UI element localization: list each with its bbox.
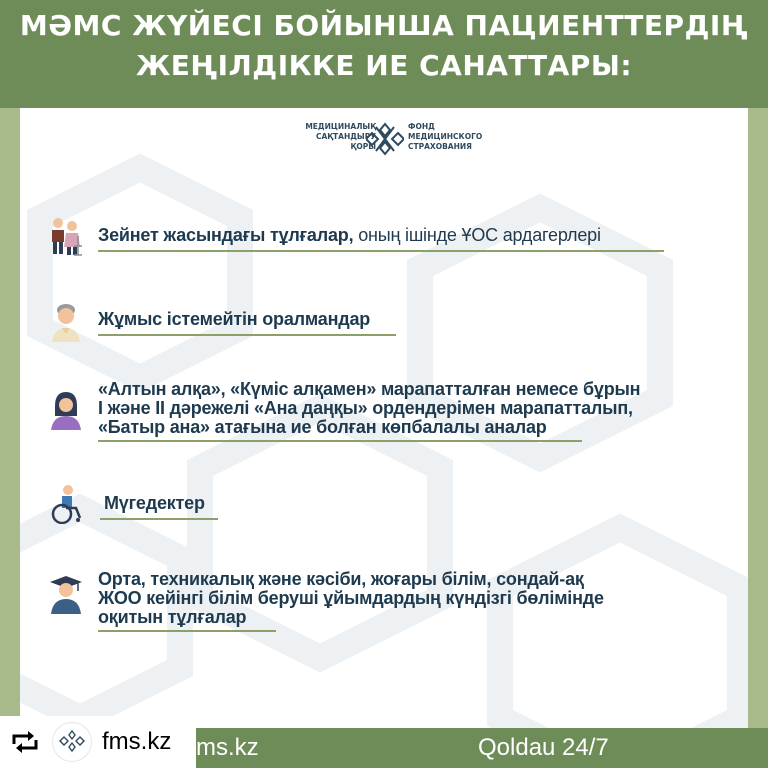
- category-text: Зейнет жасындағы тұлғалар, оның ішінде ҰОС ардагерлері: [98, 225, 601, 245]
- repost-account-name[interactable]: fms.kz: [102, 728, 172, 755]
- category-text-line-1: «Алтын алқа», «Күміс алқамен» марапатталған немесе бұрын: [98, 379, 641, 399]
- fund-logo: [288, 120, 488, 160]
- header-banner: [0, 0, 768, 108]
- category-underline: [98, 334, 396, 336]
- wheelchair-icon: [48, 484, 84, 524]
- category-text-line-3: оқитын тұлғалар: [98, 607, 247, 627]
- category-text-line-2: ЖОО кейінгі білім беруші ұйымдардың күндізгі бөлімінде: [98, 588, 604, 608]
- content-panel: [20, 108, 748, 728]
- category-underline: [98, 250, 664, 252]
- category-underline: [98, 440, 582, 442]
- footer-support: Qoldau 24/7: [478, 734, 609, 761]
- repost-badge[interactable]: [0, 716, 196, 768]
- logo-text-kazakh: МЕДИЦИНАЛЫҚ САҚТАНДЫРУ ҚОРЫ: [305, 122, 376, 151]
- logo-emblem-icon: [366, 120, 404, 158]
- page-title: [0, 6, 768, 86]
- avatar[interactable]: [52, 722, 92, 762]
- category-text-line-2: I және II дәрежелі «Ана даңқы» ордендерімен марапатталып,: [98, 398, 633, 418]
- logo-text-russian: ФОНД МЕДИЦИНСКОГО СТРАХОВАНИЯ: [408, 122, 483, 151]
- elderly-couple-icon: [48, 216, 84, 256]
- title-line-1: МӘМС ЖҮЙЕСІ БОЙЫНША ПАЦИЕНТТЕРДІҢ: [19, 9, 749, 42]
- category-text: Мүгедектер: [104, 493, 205, 513]
- man-icon: [48, 302, 84, 342]
- graduate-icon: [48, 574, 84, 614]
- repost-icon: [10, 730, 40, 754]
- footer-website: ms.kz: [196, 734, 259, 761]
- category-text: Жұмыс істемейтін оралмандар: [98, 309, 371, 329]
- avatar-logo-icon: [53, 723, 91, 761]
- category-underline: [100, 518, 218, 520]
- category-text-line-3: «Батыр ана» атағына ие болған көпбалалы аналар: [98, 417, 547, 437]
- side-border-right: [748, 108, 768, 728]
- category-text-line-1: Орта, техникалық және кәсіби, жоғары білім, сондай-ақ: [98, 569, 584, 589]
- category-underline: [98, 630, 276, 632]
- mother-icon: [48, 390, 84, 430]
- side-border-left: [0, 108, 20, 728]
- title-line-2: ЖЕҢІЛДІККЕ ИЕ САНАТТАРЫ:: [135, 49, 633, 82]
